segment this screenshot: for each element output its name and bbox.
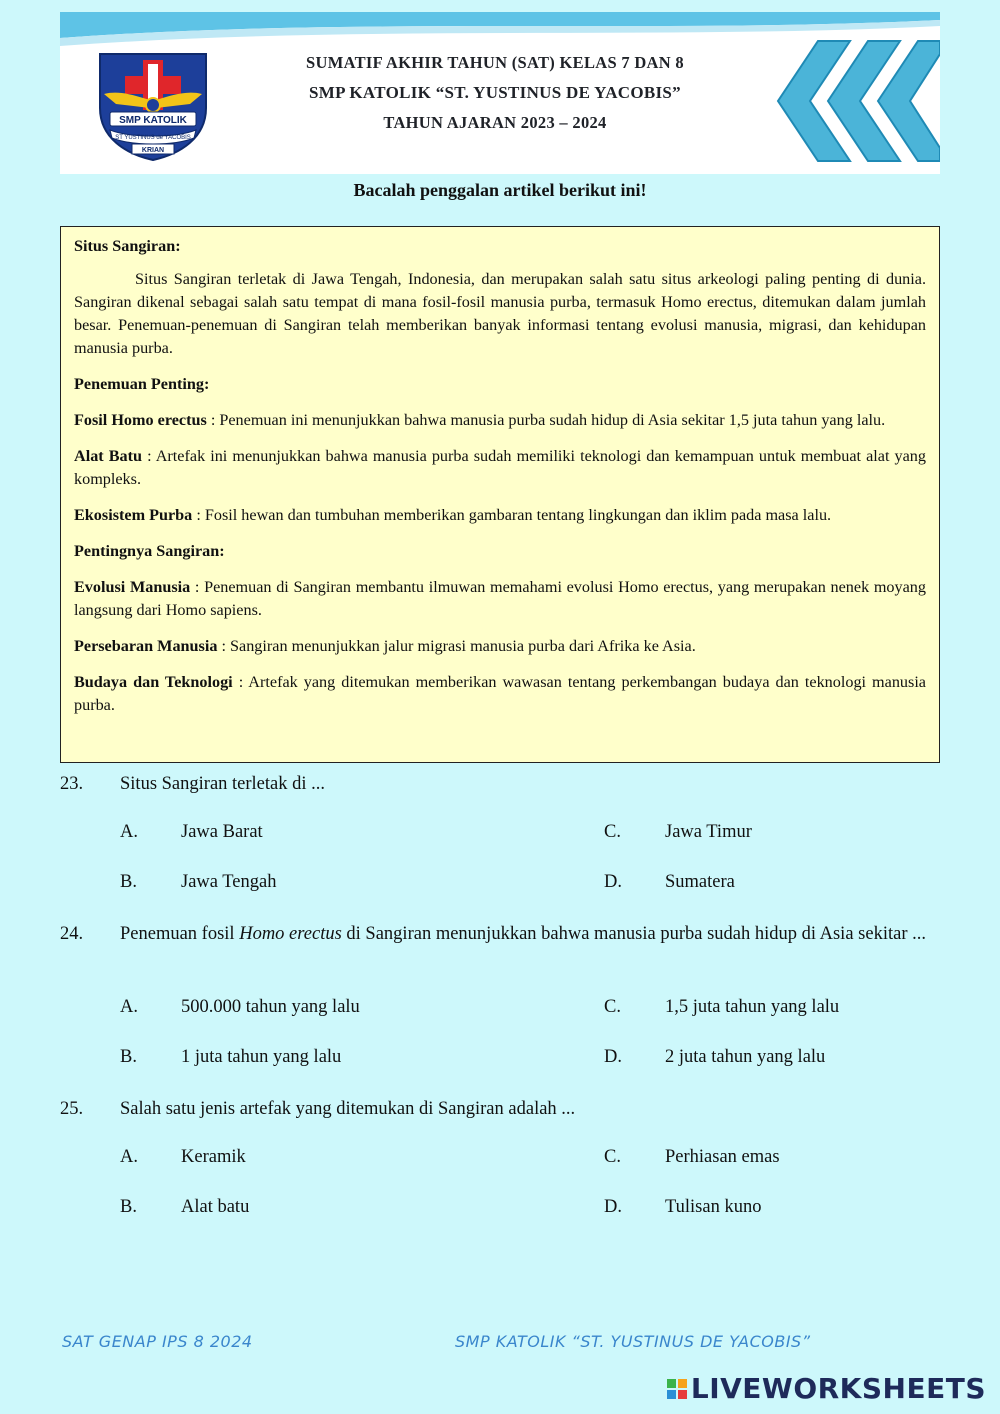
option-text: Perhiasan emas: [665, 1147, 780, 1167]
question-text: Situs Sangiran terletak di ...: [120, 774, 326, 794]
footer-left: SAT GENAP IPS 8 2024: [62, 1332, 253, 1351]
option-letter: D.: [604, 872, 622, 892]
instruction-text: Bacalah penggalan artikel berikut ini!: [353, 180, 647, 200]
section-title-penemuan: Penemuan Penting:: [74, 375, 210, 393]
option-text: 2 juta tahun yang lalu: [665, 1047, 826, 1067]
option-24-d[interactable]: [604, 1047, 825, 1068]
option-letter: D.: [604, 1197, 622, 1217]
question-text-part: Penemuan fosil: [120, 924, 240, 944]
item-desc: : Fosil hewan dan tumbuhan memberikan gambaran tentang lingkungan dan iklim pada masa lalu.: [192, 506, 832, 524]
option-24-a[interactable]: [120, 997, 360, 1018]
header-banner: [60, 12, 940, 174]
brand-logo-icon: [667, 1379, 687, 1399]
article-intro: Situs Sangiran terletak di Jawa Tengah, Indonesia, dan merupakan salah satu situs arkeologi paling penting di dunia. Sangiran dikenal sebagai salah satu tempat di mana fosil-fosil manusia purba, termasuk Homo erectus, ditemukan dalam jumlah besar. Penemuan-penemuan di Sangiran telah memberikan banyak informasi tentang evolusi manusia, migrasi, dan kehidupan manusia purba.: [74, 270, 926, 357]
option-letter: A.: [120, 1147, 138, 1167]
option-text: 1,5 juta tahun yang lalu: [665, 997, 840, 1017]
item-desc: : Penemuan di Sangiran membantu ilmuwan memahami evolusi Homo erectus, yang merupakan nenek moyang langsung dari Homo sapiens.: [74, 578, 926, 619]
option-text: Jawa Tengah: [181, 872, 277, 892]
header-line-2: SMP KATOLIK “ST. YUSTINUS DE YACOBIS”: [309, 83, 681, 102]
option-letter: A.: [120, 822, 138, 842]
option-23-c[interactable]: [604, 822, 752, 843]
option-text: Tulisan kuno: [665, 1197, 762, 1217]
option-24-b[interactable]: [120, 1047, 341, 1068]
article-item: [74, 409, 926, 432]
question-number: 23.: [60, 774, 84, 794]
article-item: [74, 576, 926, 622]
option-letter: B.: [120, 1197, 137, 1217]
liveworksheets-brand[interactable]: [667, 1372, 986, 1405]
brand-text: LIVEWORKSHEETS: [690, 1372, 986, 1405]
item-desc: : Sangiran menunjukkan jalur migrasi manusia purba dari Afrika ke Asia.: [217, 637, 696, 655]
question-text-part: di Sangiran menunjukkan bahwa manusia purba sudah hidup di Asia sekitar ...: [341, 924, 926, 944]
species-name: Homo erectus: [239, 924, 342, 944]
header-line-3: TAHUN AJARAN 2023 – 2024: [383, 113, 607, 132]
article-item: [74, 445, 926, 491]
item-term: Persebaran Manusia: [74, 637, 218, 655]
logo-text-2: ST YUSTINUS de YACOBIS: [115, 135, 191, 141]
item-term: Evolusi Manusia: [74, 578, 191, 596]
option-text: Keramik: [181, 1147, 246, 1167]
option-text: Jawa Barat: [181, 822, 263, 842]
item-desc: : Penemuan ini menunjukkan bahwa manusia purba sudah hidup di Asia sekitar 1,5 juta tahun yang lalu.: [206, 411, 886, 429]
item-desc: : Artefak ini menunjukkan bahwa manusia purba sudah memiliki teknologi dan kemampuan untuk membuat alat yang kompleks.: [74, 447, 926, 488]
section-title-pentingnya: Pentingnya Sangiran:: [74, 542, 225, 560]
option-letter: C.: [604, 997, 621, 1017]
header-title-block: [230, 50, 760, 133]
question-23: [60, 772, 940, 797]
item-desc: : Artefak yang ditemukan memberikan wawasan tentang perkembangan budaya dan teknologi manusia purba.: [74, 673, 926, 714]
question-25: [60, 1097, 940, 1122]
option-text: Sumatera: [665, 872, 735, 892]
item-term: Ekosistem Purba: [74, 506, 193, 524]
option-25-b[interactable]: [120, 1197, 249, 1218]
option-letter: C.: [604, 822, 621, 842]
option-text: Alat batu: [181, 1197, 250, 1217]
article-title: Situs Sangiran:: [74, 237, 181, 255]
chevron-left-icon: [750, 36, 940, 166]
question-number: 25.: [60, 1099, 84, 1119]
option-25-d[interactable]: [604, 1197, 761, 1218]
article-item: [74, 635, 926, 658]
item-term: Alat Batu: [74, 447, 143, 465]
question-text: Salah satu jenis artefak yang ditemukan di Sangiran adalah ...: [120, 1099, 576, 1119]
option-text: 500.000 tahun yang lalu: [181, 997, 360, 1017]
question-text: [120, 922, 940, 947]
option-text: 1 juta tahun yang lalu: [181, 1047, 342, 1067]
option-23-d[interactable]: [604, 872, 735, 893]
footer-right: SMP KATOLIK “ST. YUSTINUS DE YACOBIS”: [455, 1332, 811, 1351]
option-letter: C.: [604, 1147, 621, 1167]
option-23-b[interactable]: [120, 872, 276, 893]
question-24: [60, 922, 940, 947]
school-logo-icon: [90, 50, 216, 162]
option-23-a[interactable]: [120, 822, 263, 843]
option-24-c[interactable]: [604, 997, 839, 1018]
article-box: [60, 226, 940, 763]
option-letter: B.: [120, 1047, 137, 1067]
article-item: [74, 504, 926, 527]
logo-text-1: SMP KATOLIK: [119, 115, 187, 126]
option-25-a[interactable]: [120, 1147, 246, 1168]
item-term: Fosil Homo erectus: [74, 411, 207, 429]
logo-text-3: KRIAN: [141, 147, 165, 154]
option-text: Jawa Timur: [665, 822, 752, 842]
option-letter: B.: [120, 872, 137, 892]
header-line-1: SUMATIF AKHIR TAHUN (SAT) KELAS 7 DAN 8: [306, 53, 684, 72]
item-term: Budaya dan Teknologi: [74, 673, 233, 691]
option-letter: A.: [120, 997, 138, 1017]
article-item: [74, 671, 926, 717]
option-25-c[interactable]: [604, 1147, 780, 1168]
option-letter: D.: [604, 1047, 622, 1067]
question-number: 24.: [60, 924, 84, 944]
